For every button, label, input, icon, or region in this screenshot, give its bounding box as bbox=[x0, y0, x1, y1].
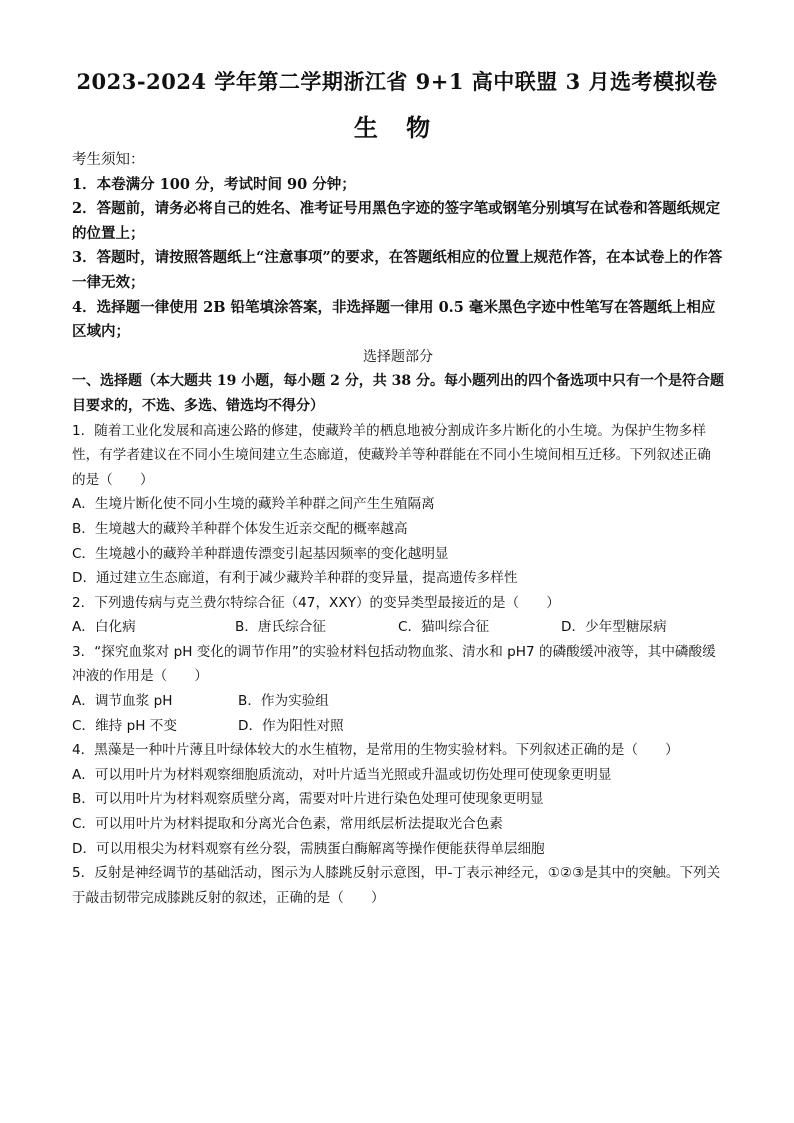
question-stem: 1．随着工业化发展和高速公路的修建，使藏羚羊的栖息地被分割成许多片断化的小生境。为保护生物多样性，有学者建议在不同小生境间建立生态廊道，使藏羚羊等种群能在不同小生境间相互迁移。下列叙述正确的是（ ） bbox=[72, 422, 711, 488]
option-c: C．猫叫综合征 bbox=[398, 619, 490, 636]
option-c: C．可以用叶片为材料提取和分离光合色素，常用纸层析法提取光合色素 bbox=[72, 816, 503, 833]
option-a: A．调节血浆 pH bbox=[72, 693, 173, 710]
option-c: C．维持 pH 不变 bbox=[72, 717, 177, 734]
question-stem: 4．黑藻是一种叶片薄且叶绿体较大的水生植物，是常用的生物实验材料。下列叙述正确的是（ ） bbox=[72, 742, 679, 759]
options-row bbox=[72, 689, 724, 714]
notice-item-1: 1．本卷满分 100 分，考试时间 90 分钟； bbox=[72, 175, 356, 193]
options-row bbox=[72, 714, 724, 739]
option-d: D．可以用根尖为材料观察有丝分裂，需胰蛋白酶解离等操作便能获得单层细胞 bbox=[72, 840, 545, 857]
notice-item-3: 3．答题时，请按照答题纸上“注意事项”的要求，在答题纸相应的位置上规范作答，在本试卷上的作答一律无效； bbox=[72, 249, 723, 291]
notice-item-2: 2．答题前，请务必将自己的姓名、准考证号用黑色字迹的签字笔或钢笔分别填写在试卷和答题纸规定的位置上； bbox=[72, 200, 721, 242]
option-a: A．白化病 bbox=[72, 619, 136, 636]
option-a: A．生境片断化使不同小生境的藏羚羊种群之间产生生殖隔离 bbox=[72, 496, 435, 513]
question-4 bbox=[72, 738, 724, 861]
question-5 bbox=[72, 861, 724, 910]
option-b: B．作为实验组 bbox=[238, 693, 329, 710]
option-d: D．作为阳性对照 bbox=[238, 717, 344, 734]
subject-title: 生 物 bbox=[353, 113, 441, 142]
option-b: B．可以用叶片为材料观察质壁分离，需要对叶片进行染色处理可使现象更明显 bbox=[72, 791, 544, 808]
section-heading: 一、选择题（本大题共 19 小题，每小题 2 分，共 38 分。每小题列出的四个备选项中只有一个是符合题目要求的，不选、多选、错选均不得分） bbox=[72, 373, 724, 414]
option-c: C．生境越小的藏羚羊种群遗传漂变引起基因频率的变化越明显 bbox=[72, 545, 449, 562]
notice-item-4: 4．选择题一律使用 2B 铅笔填涂答案，非选择题一律用 0.5 毫米黑色字迹中性笔写在答题纸上相应区域内； bbox=[72, 298, 716, 341]
option-d: D．少年型糖尿病 bbox=[561, 619, 667, 636]
options-row bbox=[72, 615, 724, 640]
question-3 bbox=[72, 640, 724, 738]
question-stem: 3．“探究血浆对 pH 变化的调节作用”的实验材料包括动物血浆、清水和 pH7 的磷酸缓冲液等，其中磷酸缓冲液的作用是（ ） bbox=[72, 643, 716, 685]
option-d: D．通过建立生态廊道，有利于减少藏羚羊种群的变异量，提高遗传多样性 bbox=[72, 570, 518, 587]
option-b: B．生境越大的藏羚羊种群个体发生近亲交配的概率越高 bbox=[72, 520, 408, 537]
question-2 bbox=[72, 591, 724, 640]
exam-content bbox=[72, 148, 724, 910]
notice-heading: 考生须知： bbox=[72, 152, 145, 168]
question-stem: 2．下列遗传病与克兰费尔特综合征（47，XXY）的变异类型最接近的是（ ） bbox=[72, 594, 560, 611]
option-a: A．可以用叶片为材料观察细胞质流动，对叶片适当光照或升温或切伤处理可使现象更明显 bbox=[72, 766, 612, 783]
question-1 bbox=[72, 419, 724, 591]
section-title: 选择题部分 bbox=[363, 348, 433, 365]
option-b: B．唐氏综合征 bbox=[235, 619, 326, 636]
question-stem: 5．反射是神经调节的基础活动，图示为人膝跳反射示意图，甲-丁表示神经元，①②③是其中的突触。下列关于敲击韧带完成膝跳反射的叙述，正确的是（ ） bbox=[72, 865, 721, 906]
exam-title: 2023-2024 学年第二学期浙江省 9+1 高中联盟 3 月选考模拟卷 bbox=[76, 69, 718, 94]
